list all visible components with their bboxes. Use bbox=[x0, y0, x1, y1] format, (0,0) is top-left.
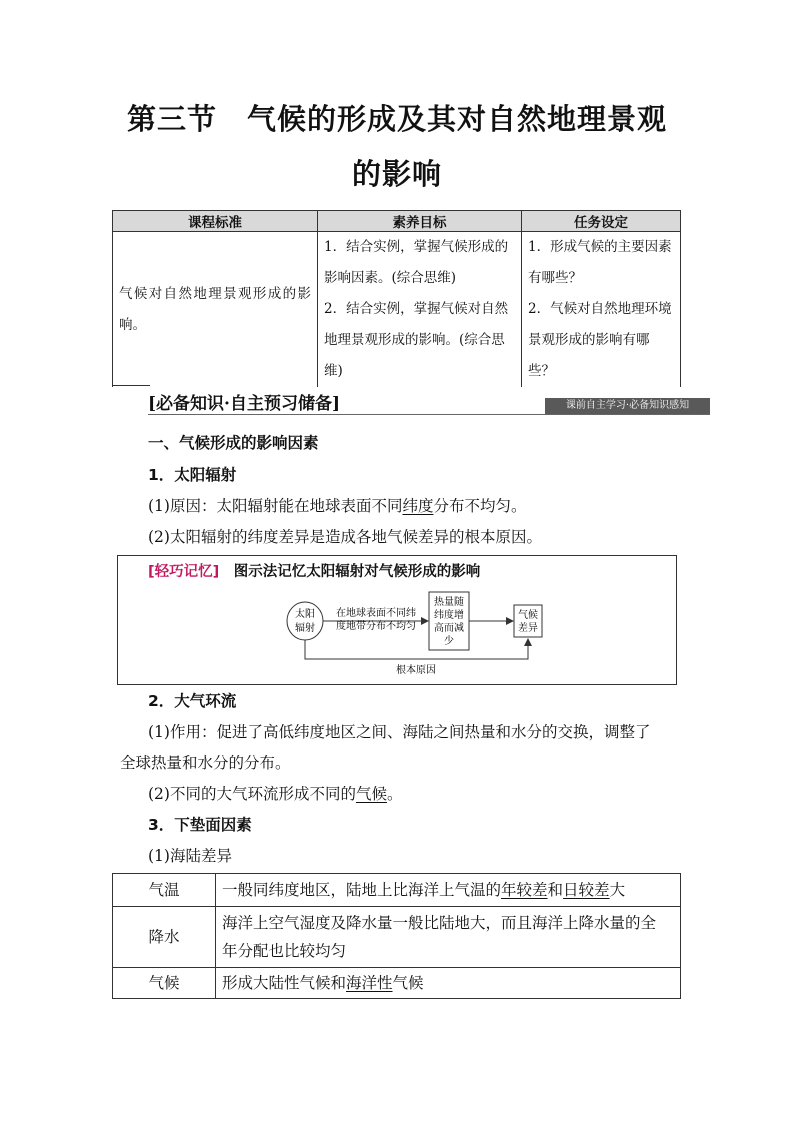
memory-tip-tag: [轻巧记忆] bbox=[148, 564, 220, 580]
tasks-cell bbox=[522, 232, 681, 388]
underlined-answer: 年较差 bbox=[501, 881, 548, 899]
edge-label-line1: 在地球表面不同纬 bbox=[336, 608, 416, 619]
section-heading: [必备知识·自主预习储备] bbox=[148, 394, 341, 414]
course-standard-cell: 气候对自然地理景观形成的影响。 bbox=[113, 232, 318, 388]
node-mid-line2: 纬度增 bbox=[434, 610, 464, 621]
section-tag: 课前自主学习·必备知识感知 bbox=[545, 398, 710, 414]
paragraph-function-a: (1)作用：促进了高低纬度地区之间、海陆之间热量和水分的交换，调整了 bbox=[148, 723, 651, 741]
section-rule bbox=[148, 414, 710, 415]
memory-tip-box bbox=[117, 555, 677, 685]
paragraph-root-cause: (2)太阳辐射的纬度差异是造成各地气候差异的根本原因。 bbox=[148, 528, 542, 546]
text-span: 大 bbox=[609, 881, 626, 899]
paragraph-circulation-climate bbox=[148, 782, 403, 804]
header-tasks: 任务设定 bbox=[522, 211, 681, 232]
row-key-temperature: 气温 bbox=[113, 874, 216, 907]
row-key-climate: 气候 bbox=[113, 968, 216, 999]
underlined-answer: 气候 bbox=[355, 785, 387, 803]
underlined-answer: 纬度 bbox=[402, 497, 434, 515]
paragraph-land-sea: (1)海陆差异 bbox=[148, 847, 232, 865]
subheading-solar-radiation: 1．太阳辐射 bbox=[148, 466, 237, 484]
text-span: 一般同纬度地区，陆地上比海洋上气温的 bbox=[222, 881, 502, 899]
divider bbox=[112, 385, 150, 386]
paragraph-function-b: 全球热量和水分的分布。 bbox=[120, 754, 291, 772]
text-line: 海洋上空气湿度及降水量一般比陆地大，而且海洋上降水量的全 bbox=[222, 914, 657, 932]
underlined-answer: 日较差 bbox=[563, 881, 610, 899]
text-span: 气候 bbox=[392, 974, 424, 992]
node-mid-line1: 热量随 bbox=[434, 597, 464, 608]
node-start-line2: 辐射 bbox=[295, 623, 315, 634]
edge-label-line2: 度地带分布不均匀 bbox=[336, 621, 416, 632]
paragraph-cause bbox=[148, 494, 527, 516]
subheading-underlying-surface: 3．下垫面因素 bbox=[148, 816, 252, 834]
text-span: 分布不均匀。 bbox=[433, 497, 527, 515]
heading-factors: 一、气候形成的影响因素 bbox=[148, 434, 319, 452]
task-2: 2．气候对自然地理环境景观形成的影响有哪些？ bbox=[528, 301, 672, 379]
node-start-line1: 太阳 bbox=[295, 609, 315, 620]
task-1: 1．形成气候的主要因素有哪些？ bbox=[528, 239, 672, 286]
underlined-answer: 海洋性 bbox=[346, 974, 393, 992]
text-span: (1)原因：太阳辐射能在地球表面不同 bbox=[148, 497, 403, 515]
node-mid-line4: 少 bbox=[444, 636, 454, 647]
table-row bbox=[113, 907, 681, 968]
table-header-row bbox=[113, 211, 681, 232]
table-row bbox=[113, 874, 681, 907]
literacy-goals-cell bbox=[318, 232, 522, 388]
row-value-precipitation bbox=[216, 907, 681, 968]
literacy-goal-1: 1．结合实例，掌握气候形成的影响因素。(综合思维) bbox=[324, 239, 509, 286]
land-sea-table bbox=[112, 873, 681, 999]
text-span: 和 bbox=[547, 881, 564, 899]
text-span: 。 bbox=[386, 785, 403, 803]
row-value-climate bbox=[216, 968, 681, 999]
literacy-goal-2: 2．结合实例，掌握气候对自然地理景观形成的影响。(综合思维) bbox=[324, 301, 509, 379]
bottom-label: 根本原因 bbox=[396, 665, 436, 676]
page-title-line1: 第三节 气候的形成及其对自然地理景观 bbox=[126, 102, 667, 136]
text-span: (2)不同的大气环流形成不同的 bbox=[148, 785, 356, 803]
row-key-precipitation: 降水 bbox=[113, 907, 216, 968]
memory-tip-title: 图示法记忆太阳辐射对气候形成的影响 bbox=[233, 564, 481, 580]
node-mid-line3: 高而减 bbox=[434, 623, 464, 634]
node-solar-radiation bbox=[287, 602, 323, 640]
table-row bbox=[113, 968, 681, 999]
text-span: 形成大陆性气候和 bbox=[222, 974, 347, 992]
page-title-line2: 的影响 bbox=[351, 157, 442, 191]
arrow-root-cause bbox=[305, 639, 528, 659]
header-course-standard: 课程标准 bbox=[113, 211, 318, 232]
table-row bbox=[113, 232, 681, 388]
flow-diagram bbox=[118, 556, 676, 684]
node-end-line1: 气候 bbox=[518, 610, 538, 621]
standards-table bbox=[112, 210, 681, 387]
header-literacy-goals: 素养目标 bbox=[318, 211, 522, 232]
node-end-line2: 差异 bbox=[518, 623, 538, 634]
row-value-temperature bbox=[216, 874, 681, 907]
text-line: 年分配也比较均匀 bbox=[222, 942, 347, 960]
subheading-atmospheric-circulation: 2．大气环流 bbox=[148, 692, 237, 710]
